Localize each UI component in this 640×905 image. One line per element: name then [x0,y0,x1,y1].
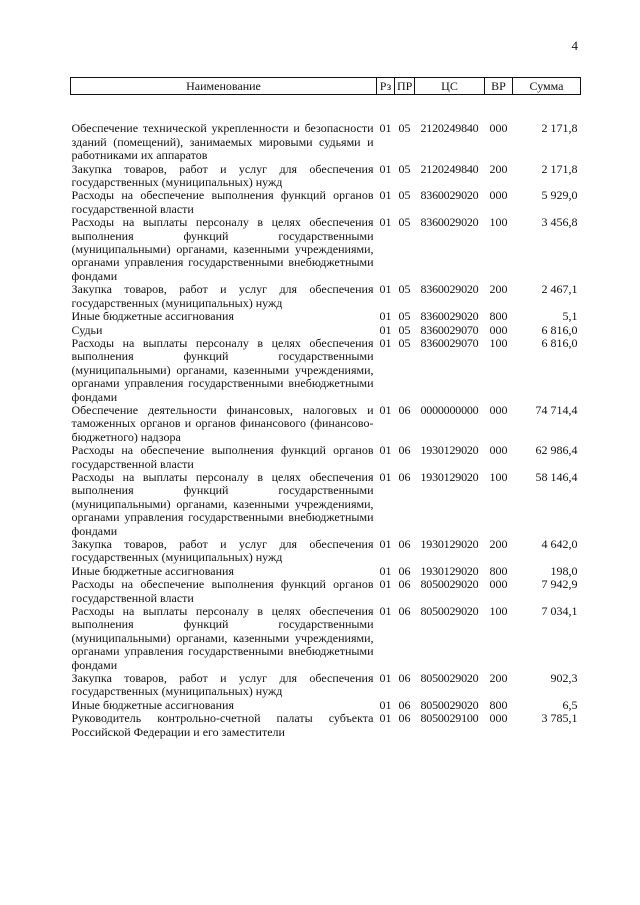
cell-vr: 200 [489,537,508,551]
cell-cs: 1930129020 [420,537,479,551]
table-row [71,283,581,310]
cell-sum: 2 467,1 [541,282,578,297]
cell-cs: 8050029100 [420,711,479,726]
cell-name: Судьи [71,322,103,337]
cell-vr: 100 [489,604,508,619]
table-row [71,95,581,163]
cell-vr: 200 [489,671,508,686]
cell-sum: 2 171,8 [541,161,578,176]
header-cs: ЦС [415,78,485,95]
cell-sum: 62 986,4 [535,443,578,458]
table-header-row [71,78,581,95]
cell-pr: 06 [398,443,411,458]
cell-rz: 01 [379,671,392,686]
cell-cs: 8050029020 [420,697,479,712]
cell-vr: 100 [489,469,508,484]
cell-rz: 01 [379,161,392,176]
cell-rz: 01 [379,322,392,337]
cell-sum: 902,3 [550,671,578,686]
header-vr: ВР [485,78,513,95]
cell-cs: 8360029020 [420,282,479,297]
cell-sum: 7 942,9 [541,577,578,592]
cell-name: Расходы на обеспечение выполнения функций органов государственной власти [71,188,374,216]
cell-pr: 06 [398,563,411,578]
budget-table [70,77,581,739]
table-row [71,444,581,471]
cell-pr: 06 [398,577,411,592]
cell-pr: 05 [398,309,411,324]
cell-rz: 01 [379,537,392,551]
cell-rz: 01 [379,402,392,417]
header-rz: Рз [377,78,395,95]
cell-vr: 200 [489,161,508,176]
cell-cs: 8360029020 [420,215,479,230]
cell-vr: 000 [489,711,508,726]
table-body [71,95,581,739]
cell-name: Расходы на обеспечение выполнения функций органов государственной власти [71,443,374,471]
cell-vr: 100 [489,335,508,350]
cell-name: Обеспечение деятельности финансовых, налоговых и таможенных органов и органов финансового (финансово-бюджетного) надзора [71,402,374,444]
table-row [71,324,581,337]
cell-pr: 05 [398,188,411,203]
cell-rz: 01 [379,711,392,726]
page-number: 4 [571,38,578,53]
cell-name: Расходы на выплаты персоналу в целях обеспечения выполнения функций государственными (муниципальными) органами, казенными учреждениями, органами управления государственными внебюджетными фондами [71,335,374,404]
cell-rz: 01 [379,577,392,592]
cell-vr: 800 [489,697,508,712]
cell-name: Иные бюджетные ассигнования [71,563,234,578]
cell-vr: 000 [489,188,508,203]
header-name: Наименование [71,78,377,95]
cell-rz: 01 [379,469,392,484]
cell-name: Иные бюджетные ассигнования [71,309,234,324]
cell-sum: 5,1 [562,309,578,324]
table-row [71,404,581,444]
table-row [71,471,581,538]
cell-rz: 01 [379,121,392,136]
cell-pr: 05 [398,215,411,230]
cell-pr: 06 [398,671,411,686]
cell-vr: 800 [489,563,508,578]
table-row [71,699,581,712]
table-row [71,712,581,739]
cell-pr: 05 [398,335,411,350]
cell-rz: 01 [379,697,392,712]
cell-pr: 05 [398,121,411,136]
header-sum: Сумма [513,78,581,95]
cell-cs: 2120249840 [420,161,479,176]
table-row [71,565,581,578]
cell-vr: 000 [489,577,508,592]
cell-name: Руководитель контрольно-счетной палаты субъекта Российской Федерации и его заместители [71,711,374,739]
cell-cs: 8360029020 [420,188,479,203]
cell-name: Закупка товаров, работ и услуг для обеспечения государственных (муниципальных) нужд [71,537,374,565]
cell-cs: 2120249840 [420,121,479,136]
cell-name: Расходы на выплаты персоналу в целях обеспечения выполнения функций государственными (муниципальными) органами, казенными учреждениями, органами управления государственными внебюджетными фондами [71,469,374,538]
cell-cs: 1930129020 [420,563,479,578]
cell-pr: 06 [398,469,411,484]
cell-vr: 800 [489,309,508,324]
cell-rz: 01 [379,443,392,458]
cell-vr: 000 [489,322,508,337]
table-row [71,578,581,605]
cell-sum: 6,5 [562,697,578,712]
cell-sum: 6 816,0 [541,322,578,337]
cell-sum: 6 816,0 [541,335,578,350]
cell-cs: 8050029020 [420,604,479,619]
cell-name: Расходы на выплаты персоналу в целях обеспечения выполнения функций государственными (муниципальными) органами, казенными учреждениями, органами управления государственными внебюджетными фондами [71,215,374,283]
cell-name: Расходы на выплаты персоналу в целях обеспечения выполнения функций государственными (муниципальными) органами, казенными учреждениями, органами управления государственными внебюджетными фондами [71,604,374,672]
table-row [71,189,581,216]
cell-cs: 1930129020 [420,443,479,458]
cell-rz: 01 [379,309,392,324]
cell-rz: 01 [379,563,392,578]
cell-pr: 06 [398,711,411,726]
cell-cs: 8360029070 [420,322,479,337]
cell-rz: 01 [379,215,392,230]
cell-rz: 01 [379,604,392,619]
cell-pr: 06 [398,697,411,712]
cell-vr: 000 [489,121,508,136]
table-row [71,310,581,323]
cell-name: Закупка товаров, работ и услуг для обеспечения государственных (муниципальных) нужд [71,282,374,310]
cell-cs: 1930129020 [420,469,479,484]
cell-name: Обеспечение технической укрепленности и безопасности зданий (помещений), занимаемых мировыми судьями и работниками их аппаратов [71,121,374,163]
cell-sum: 58 146,4 [535,469,578,484]
table-row [71,672,581,699]
table-row [71,538,581,565]
cell-pr: 05 [398,322,411,337]
cell-sum: 2 171,8 [541,121,578,136]
cell-sum: 198,0 [550,563,578,578]
cell-pr: 05 [398,282,411,297]
cell-name: Закупка товаров, работ и услуг для обеспечения государственных (муниципальных) нужд [71,161,374,190]
table-row [71,163,581,190]
cell-name: Иные бюджетные ассигнования [71,697,234,712]
cell-name: Закупка товаров, работ и услуг для обеспечения государственных (муниципальных) нужд [71,671,374,699]
cell-cs: 8360029020 [420,309,479,324]
cell-pr: 06 [398,402,411,417]
cell-pr: 05 [398,161,411,176]
cell-sum: 4 642,0 [541,537,578,551]
cell-sum: 74 714,4 [535,402,578,417]
cell-sum: 7 034,1 [541,604,578,619]
cell-rz: 01 [379,282,392,297]
header-pr: ПР [395,78,415,95]
cell-cs: 8050029020 [420,671,479,686]
cell-vr: 200 [489,282,508,297]
table-row [71,216,581,283]
cell-name: Расходы на обеспечение выполнения функций органов государственной власти [71,577,374,605]
cell-rz: 01 [379,188,392,203]
table-row [71,605,581,672]
cell-sum: 3 456,8 [541,215,578,230]
cell-vr: 000 [489,402,508,417]
cell-cs: 8360029070 [420,335,479,350]
cell-pr: 06 [398,604,411,619]
cell-cs: 8050029020 [420,577,479,592]
table-row [71,337,581,404]
cell-pr: 06 [398,537,411,551]
cell-sum: 5 929,0 [541,188,578,203]
cell-vr: 100 [489,215,508,230]
cell-rz: 01 [379,335,392,350]
cell-sum: 3 785,1 [541,711,578,726]
cell-vr: 000 [489,443,508,458]
cell-cs: 0000000000 [420,402,479,417]
